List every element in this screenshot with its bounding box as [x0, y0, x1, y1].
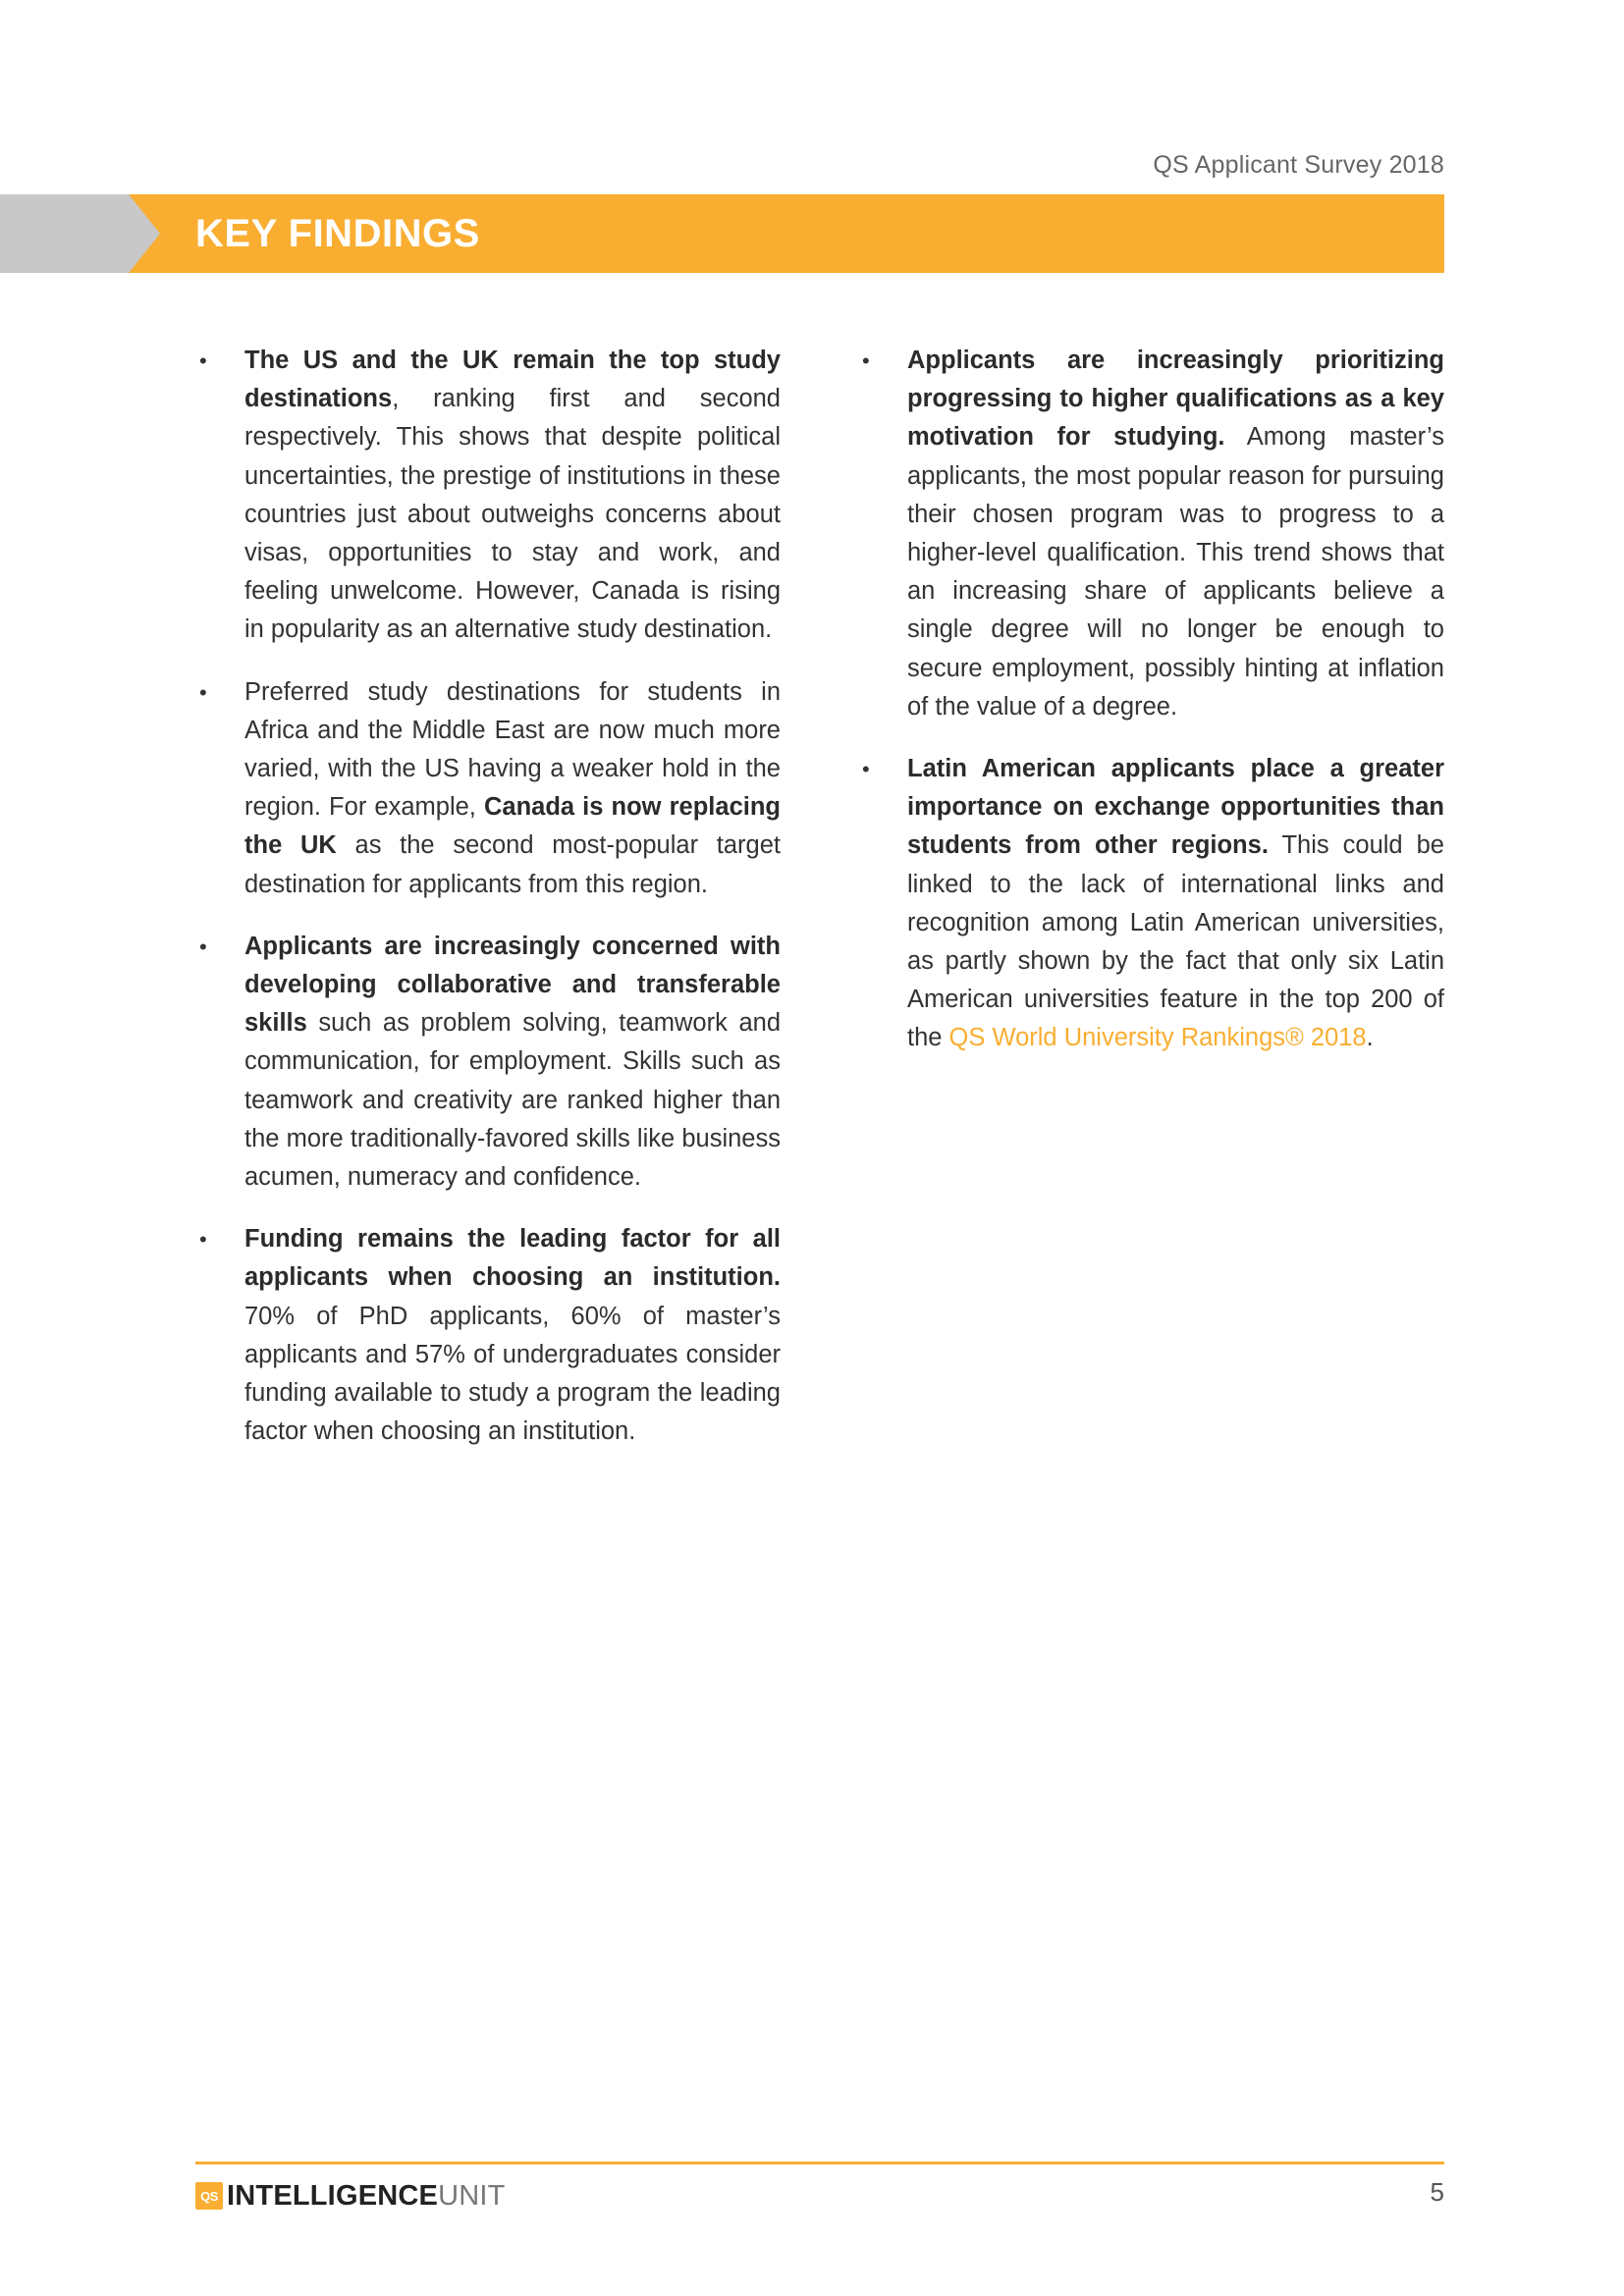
bullet-icon: • [862, 757, 870, 782]
document-header-title: QS Applicant Survey 2018 [1153, 151, 1444, 179]
finding-latin-america [858, 750, 1444, 1058]
finding-higher-qualifications [858, 342, 1444, 726]
finding-bold-text: Applicants are increasingly prioritizing progressing to higher qualifications as a key motivation for studying. [907, 347, 1444, 452]
finding-text: as the second most-popular target destination for applicants from this region. [244, 831, 781, 898]
bullet-icon: • [199, 679, 207, 705]
left-column [195, 342, 781, 1474]
section-title: KEY FINDINGS [195, 212, 480, 255]
finding-bold-text: Latin American applicants place a greater importance on exchange opportunities than students from other regions. [907, 755, 1444, 860]
section-banner [0, 194, 1444, 273]
finding-bold-text: Funding remains the leading factor for all applicants when choosing an institution. [244, 1225, 781, 1292]
banner-arrow-shape [129, 194, 160, 273]
footer-divider [195, 2162, 1444, 2164]
intelligence-unit-logo [195, 2179, 506, 2213]
finding-text: such as problem solving, teamwork and communication, for employment. Skills such as teamwork and creativity are ranked higher than the more traditionally-favored skills like business acumen, numeracy and confidence. [244, 1009, 781, 1192]
logo-text-light: UNIT [438, 2179, 506, 2212]
bullet-icon: • [199, 934, 207, 959]
finding-text: . [1366, 1024, 1374, 1052]
bullet-icon: • [862, 348, 870, 373]
right-column [858, 342, 1444, 1082]
finding-bold-text: The US and the UK remain the top study destinations [244, 347, 781, 413]
finding-transferable-skills [195, 928, 781, 1197]
finding-text: Preferred study destinations for students in Africa and the Middle East are now much more varied, with the US having a weaker hold in the region. For example, [244, 677, 781, 822]
qs-logo-icon: QS [195, 2182, 223, 2210]
page-number: 5 [1430, 2177, 1444, 2207]
finding-text: Among master’s applicants, the most popular reason for pursuing their chosen program was to progress to a higher-level qualification. This trend shows that an increasing share of applicants believe a single degree will no longer be enough to secure employment, possibly hinting at inflation of the value of a degree. [907, 423, 1444, 721]
finding-bold-text: Applicants are increasingly concerned with developing collaborative and transferable skills [244, 932, 781, 1038]
rankings-link[interactable]: QS World University Rankings® 2018 [948, 1024, 1367, 1052]
bullet-icon: • [199, 348, 207, 373]
finding-africa-middle-east [195, 673, 781, 904]
finding-text: This could be linked to the lack of international links and recognition among Latin American universities, as partly shown by the fact that only six Latin American universities feature in the top 200 of the [907, 831, 1444, 1052]
logo-text-strong: INTELLIGENCE [227, 2179, 439, 2212]
finding-bold-text: Canada is now replacing the UK [244, 793, 781, 860]
bullet-icon: • [199, 1227, 207, 1253]
finding-text: 70% of PhD applicants, 60% of master’s applicants and 57% of undergraduates consider funding available to study a program the leading factor when choosing an institution. [244, 1302, 781, 1446]
finding-funding [195, 1220, 781, 1451]
finding-top-destinations [195, 342, 781, 650]
finding-text: , ranking first and second respectively. This shows that despite political uncertainties, the prestige of institutions in these countries just about outweighs concerns about visas, opportunities to stay and work, and feeling unwelcome. However, Canada is rising in popularity as an alternative study destination. [244, 385, 781, 644]
